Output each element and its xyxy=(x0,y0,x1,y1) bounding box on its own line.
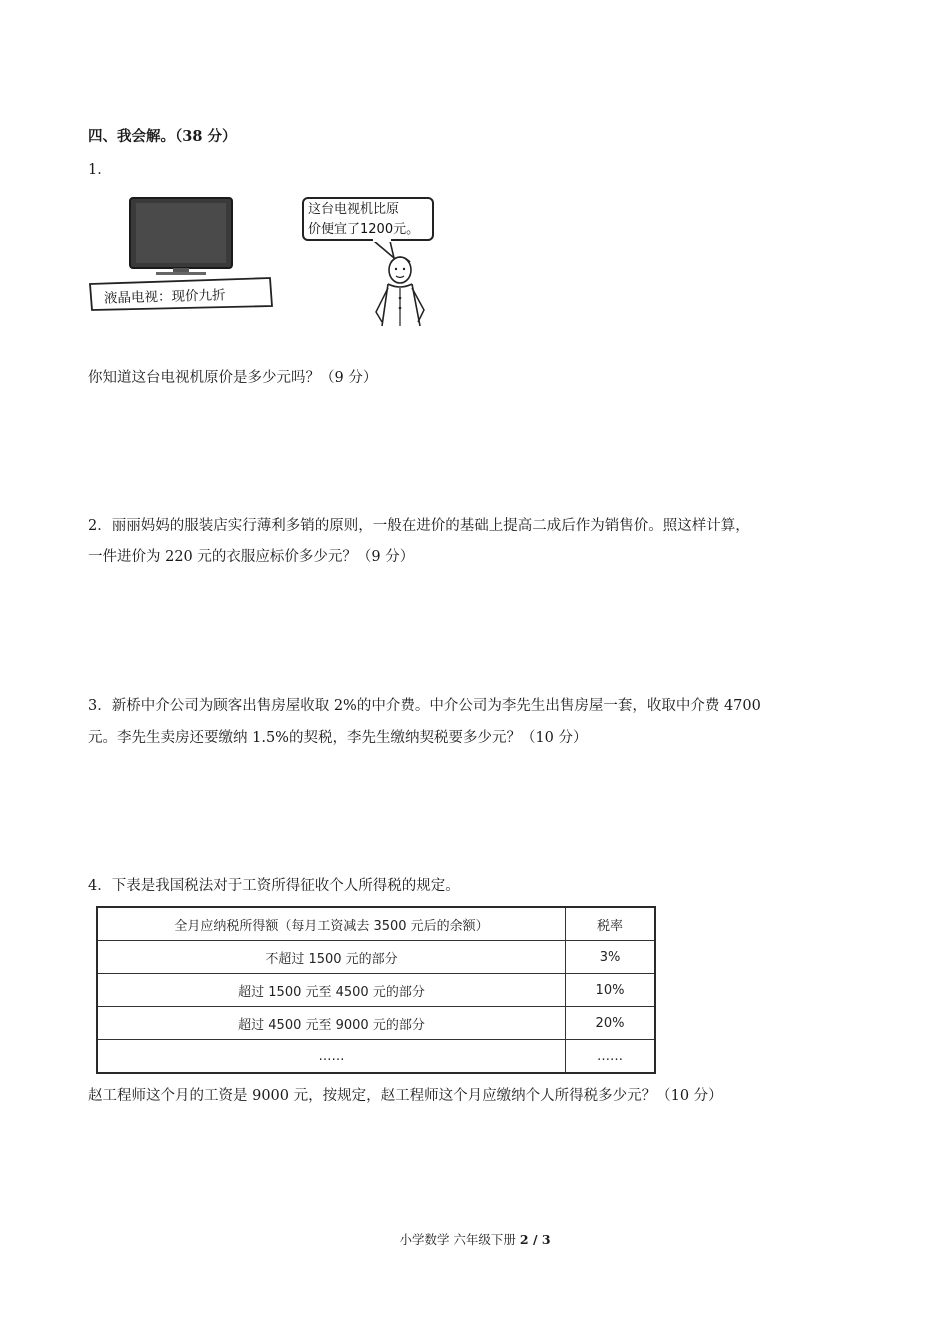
table-row xyxy=(98,1006,654,1039)
tax-rate-table xyxy=(96,906,656,1074)
table-row xyxy=(98,940,654,973)
table-cell: 3% xyxy=(599,949,621,965)
table-cell: 10% xyxy=(595,982,625,998)
table-cell: 20% xyxy=(595,1015,625,1031)
table-cell: …… xyxy=(597,1048,623,1064)
question-3-line-2: 元。李先生卖房还要缴纳 1.5%的契税，李先生缴纳契税要多少元？（10 分） xyxy=(88,730,588,746)
table-cell: 不超过 1500 元的部分 xyxy=(98,941,566,973)
table-row xyxy=(98,973,654,1006)
question-2-line-1: 2．丽丽妈妈的服装店实行薄利多销的原则，一般在进价的基础上提高二成后作为销售价。照这样计算， xyxy=(88,518,750,534)
table-header-cell: 全月应纳税所得额（每月工资减去 3500 元后的余额） xyxy=(98,908,566,940)
question-1-text: 你知道这台电视机原价是多少元吗？（9 分） xyxy=(88,370,378,386)
question-4-intro: 4．下表是我国税法对于工资所得征收个人所得税的规定。 xyxy=(88,878,460,894)
tv-illustration xyxy=(88,192,288,332)
table-header-cell: 税率 xyxy=(596,918,623,934)
footer-subject: 小学数学 六年级下册 xyxy=(399,1232,520,1247)
table-row xyxy=(98,1039,654,1072)
question-1-number: 1． xyxy=(88,162,112,178)
question-3-line-1: 3．新桥中介公司为顾客出售房屋收取 2%的中介费。中介公司为李先生出售房屋一套，收取中介费 4700 xyxy=(88,698,761,714)
table-header-row xyxy=(98,908,654,940)
speech-bubble-line-1: 这台电视机比原 xyxy=(308,202,400,217)
page-number: 2 / 3 xyxy=(519,1232,551,1247)
speech-bubble-line-2: 价便宜了1200元。 xyxy=(308,222,420,237)
section-heading: 四、我会解。（38 分） xyxy=(88,128,237,145)
salesman-figure-icon xyxy=(360,238,450,330)
page-footer xyxy=(0,1231,950,1249)
table-cell: …… xyxy=(98,1040,566,1072)
question-4-text: 赵工程师这个月的工资是 9000 元，按规定，赵工程师这个月应缴纳个人所得税多少元？（10 分） xyxy=(88,1088,723,1104)
question-2-line-2: 一件进价为 220 元的衣服应标价多少元？（9 分） xyxy=(88,549,415,565)
tv-icon xyxy=(88,192,288,332)
price-sign-text: 液晶电视：现价九折 xyxy=(103,287,226,307)
table-cell: 超过 4500 元至 9000 元的部分 xyxy=(98,1007,566,1039)
speech-bubble xyxy=(302,197,434,241)
table-cell: 超过 1500 元至 4500 元的部分 xyxy=(98,974,566,1006)
